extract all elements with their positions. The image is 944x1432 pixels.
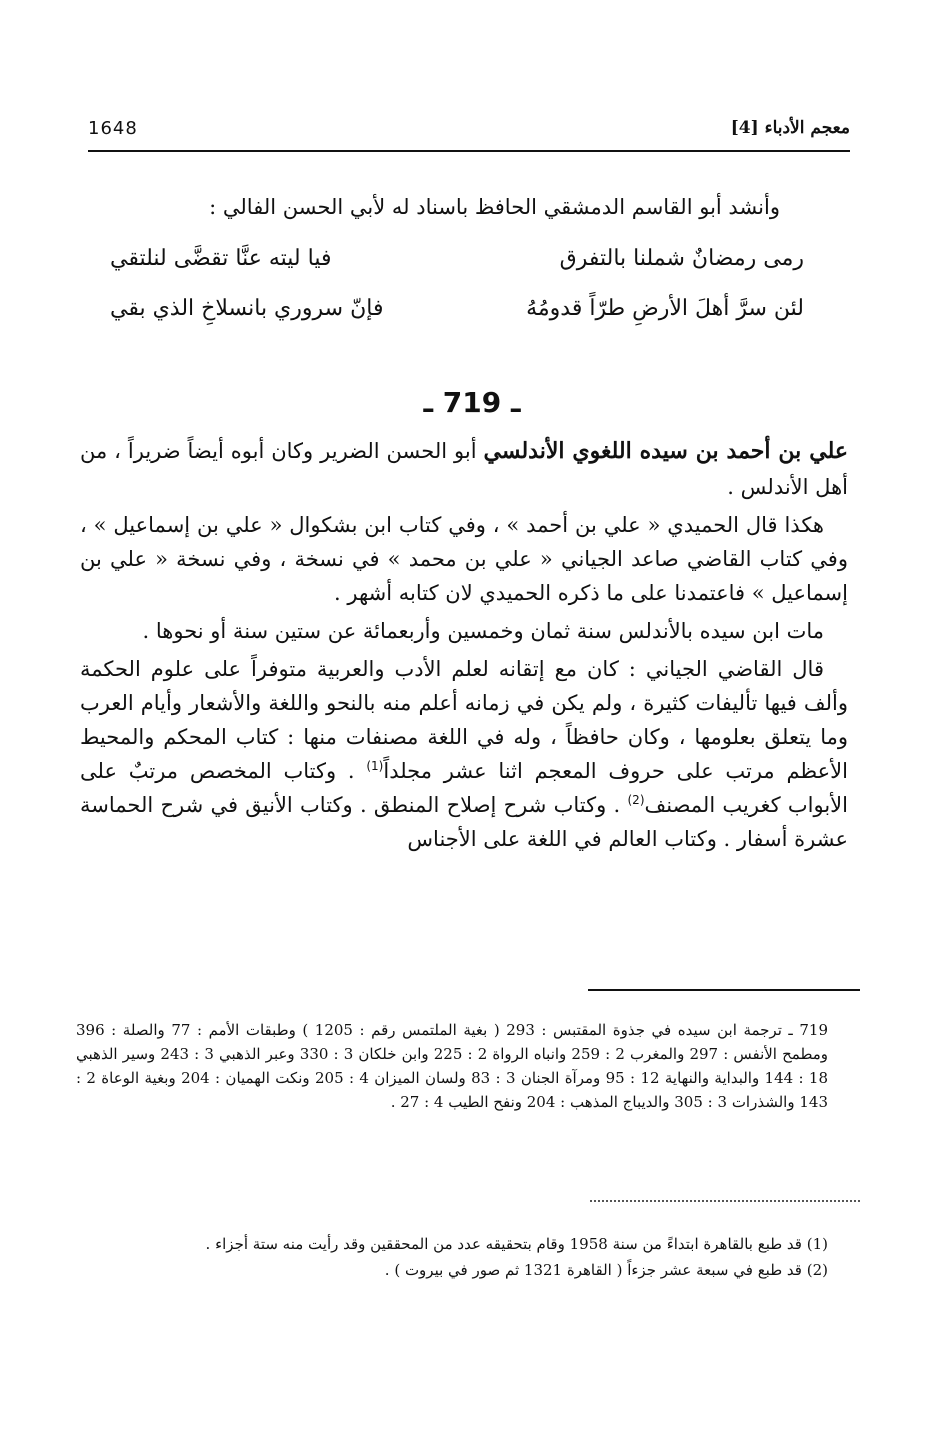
paragraph-death: مات ابن سيده بالأندلس سنة ثمان وخمسين وأربعمائة عن ستين سنة أو نحوها . [142,618,824,643]
bibliography-note: 719 ـ ترجمة ابن سيده في جذوة المقتبس : 293 ( بغية الملتمس رقم : 1205 ) وطبقات الأمم : 77 والصلة : 396 ومطمح الأنفس : 297 والمغرب 2 : 259 وانباه الرواة 2 : 225 وابن خلكان 3 : 330 وعبر الذهبي 3 : 243 وسير الذهبي 18 : 144 والبداية والنهاية 12 : 95 ومرآة الجنان 3 : 83 ولسان الميزان 4 : 205 ونكت الهميان : 204 وبغية الوعاة 2 : 143 والشذرات 3 : 305 والديباج المذهب : 204 ونفح الطيب 4 : 27 . [76,1021,829,1111]
footnote-ref-1[interactable]: (1) [366,758,384,773]
footnotes [120,1232,828,1283]
works-text-b: . وكتاب المخصص مرتبٌ على الأبواب كغريب المصنف [80,758,848,817]
dotted-divider [590,1200,860,1202]
works-text-c: . وكتاب شرح إصلاح المنطق . وكتاب الأنيق في شرح الحماسة عشرة أسفار . وكتاب العالم في اللغة على الأجناس [80,792,848,851]
running-title: معجم الأدباء [4] [730,118,850,138]
works-text-a: قال القاضي الجياني : كان مع إتقانه لعلم الأدب والعربية متوفراً على علوم الحكمة وألف فيها تأليفات كثيرة ، ولم يكن في زمانه أعلم منه بالنحو واللغة والأشعار وأيام العرب وما يتعلق بعلومها ، وكان حافظاً ، وله في اللغة مصنفات منها : كتاب المحكم والمحيط الأعظم مرتب على حروف المعجم اثنا عشر مجلداً [80,656,848,783]
verse-second-hemistich: فإنّ سروري بانسلاخِ الذي بقي [110,296,384,321]
verse-line [110,296,804,346]
entry-heading-paragraph [80,434,848,504]
page-number: 1648 [88,118,138,139]
entry-body [80,434,848,860]
verse-line [110,246,804,296]
poem-intro: وأنشد أبو القاسم الدمشقي الحافظ باسناد له لأبي الحسن الفالي : [209,195,780,219]
footnote-2: (2) قد طبع في سبعة عشر جزءاً ( القاهرة 1321 ثم صور في بيروت ) . [384,1260,828,1279]
entry-number: ـ 719 ـ [423,386,521,419]
entry-name: علي بن أحمد بن سيده اللغوي الأندلسي [483,438,848,464]
footnote-ref-2[interactable]: (2) [627,792,645,807]
verse-second-hemistich: فيا ليته عنَّا تقضَّى لنلتقي [110,246,332,271]
verse-first-hemistich: لئن سرَّ أهلَ الأرضِ طرّاً قدومُهُ [526,296,804,321]
footnote-separator [588,989,860,991]
paragraph-name-sources: هكذا قال الحميدي « علي بن أحمد » ، وفي كتاب ابن بشكوال « علي بن إسماعيل » ، وفي كتاب القاضي صاعد الجياني « علي بن محمد » في نسخة ، وفي نسخة « علي بن إسماعيل » فاعتمدنا على ما ذكره الحميدي لان كتابه أشهر . [80,512,848,605]
entry-name-rest: أبو الحسن الضرير وكان أبوه أيضاً ضريراً ، من أهل الأندلس . [80,439,848,499]
verse-first-hemistich: رمى رمضانٌ شملنا بالتفرق [559,246,804,271]
page-header [88,116,850,152]
poem-verses [110,246,804,346]
footnote-1: (1) قد طبع بالقاهرة ابتداءً من سنة 1958 وقام بتحقيقه عدد من المحققين وقد رأيت منه ستة أجزاء . [205,1235,828,1253]
paragraph-works [80,652,848,856]
